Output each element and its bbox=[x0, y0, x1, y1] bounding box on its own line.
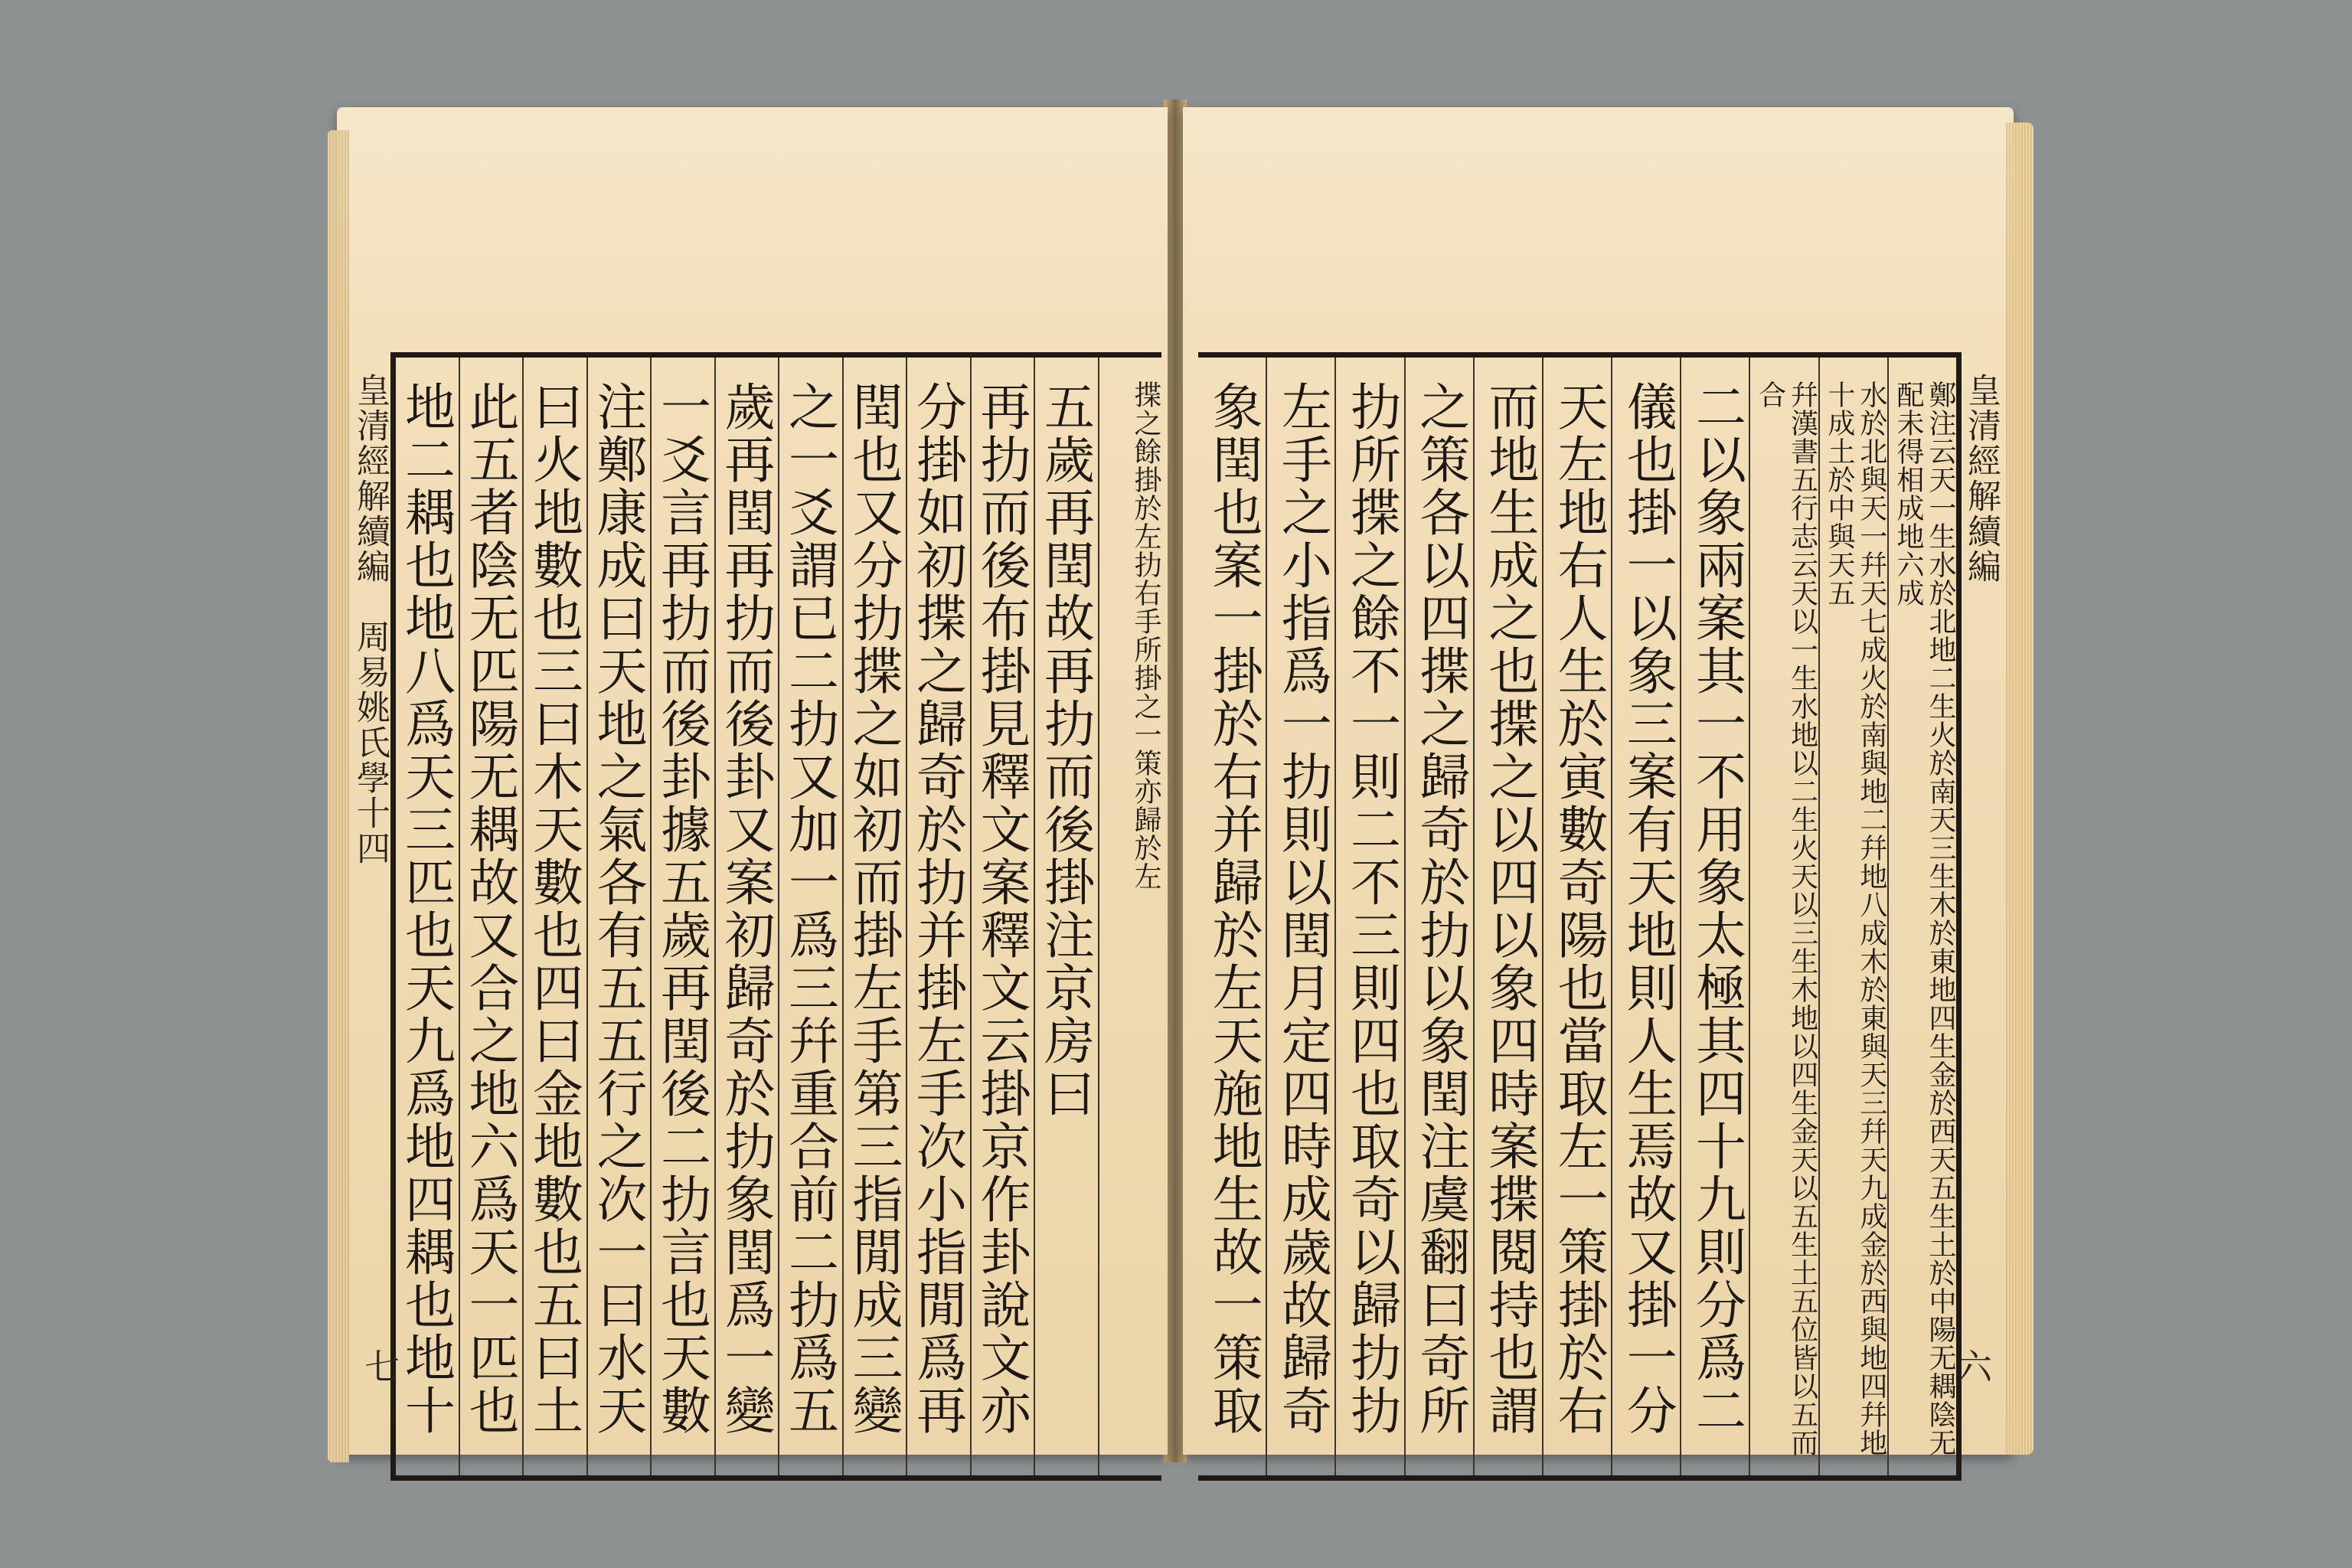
left-text-frame bbox=[351, 352, 1161, 1481]
text-column: 之一爻謂已二扐又加一爲三幷重合前二扐爲五 bbox=[778, 358, 842, 1475]
text-column: 此五者陰无匹陽无耦故又合之地六爲天一匹也 bbox=[459, 358, 523, 1475]
text-column: 再扐而後布掛見釋文案釋文云掛京作卦說文亦 bbox=[970, 358, 1034, 1475]
text-column: 天左地右人生於寅數奇陽也當取左一策掛於右 bbox=[1542, 358, 1611, 1475]
page-edges-right bbox=[2006, 122, 2034, 1455]
left-page-number: 七 bbox=[359, 1348, 400, 1383]
text-column: 之策各以四揲之歸奇於扐以象閏注虞翻曰奇所 bbox=[1404, 358, 1473, 1475]
open-book bbox=[337, 92, 2021, 1470]
text-column: 幷漢書五行志云天以一生水地以二生火天以三生木地以四生金天以五生土五位皆以五而合 bbox=[1749, 358, 1818, 1475]
right-page bbox=[1183, 107, 2014, 1455]
text-column: 曰火地數也三曰木天數也四曰金地數也五曰土 bbox=[522, 358, 586, 1475]
right-page-number: 六 bbox=[1952, 1348, 1993, 1383]
text-column: 一爻言再扐而後卦據五歲再閏後二扐言也天數 bbox=[650, 358, 714, 1475]
text-column: 儀也掛一以象三案有天地則人生焉故又掛一分 bbox=[1611, 358, 1680, 1475]
text-column: 地二耦也地八爲天三匹也天九爲地四耦也地十 bbox=[396, 381, 456, 1437]
right-text-frame bbox=[1198, 352, 2001, 1481]
text-column: 分掛如初揲之歸奇於扐并掛左手次小指閒爲再 bbox=[906, 358, 970, 1475]
text-column: 扐所揲之餘不一則二不三則四也取奇以歸扐扐 bbox=[1334, 358, 1403, 1475]
text-column: 注鄭康成曰天地之氣各有五五行之次一曰水天 bbox=[586, 358, 651, 1475]
text-column: 而地生成之也揲之以四以象四時案揲閱持也謂 bbox=[1473, 358, 1542, 1475]
text-column: 歲再閏再扐而後卦又案初歸奇於扐象閏爲一變 bbox=[714, 358, 779, 1475]
text-column: 象閏也案一掛於右并歸於左天施地生故一策取 bbox=[1204, 381, 1263, 1437]
left-page bbox=[337, 107, 1168, 1455]
left-section-title: 周易姚氏學十四 bbox=[351, 619, 390, 866]
text-column: 二以象兩案其一不用象太極其四十九則分爲二 bbox=[1680, 358, 1749, 1475]
text-column: 揲之餘掛於左扐右手所掛之一策亦歸於左 bbox=[1098, 358, 1162, 1475]
right-columns bbox=[1198, 358, 1956, 1475]
right-fold-title: 皇清經解續編 bbox=[1962, 373, 2001, 584]
text-column: 左手之小指爲一扐則以閏月定四時成歲故歸奇 bbox=[1266, 358, 1334, 1475]
left-fold-title: 皇清經解續編 周易姚氏學十四 bbox=[351, 373, 390, 866]
text-column: 水於北與天一幷天七成火於南與地二幷地八成木於東與天三幷天九成金於西與地四幷地十成土於中與天五 bbox=[1818, 358, 1887, 1475]
left-columns bbox=[396, 358, 1161, 1475]
text-column: 閏也又分扐揲之如初而掛左手第三指閒成三變 bbox=[842, 358, 906, 1475]
text-column: 五歲再閏故再扐而後掛注京房曰 bbox=[1034, 358, 1098, 1475]
text-column: 鄭注云天一生水於北地二生火於南天三生木於東地四生金於西天五生土於中陽无耦陰无配未得相成地六成 bbox=[1887, 358, 1956, 1475]
